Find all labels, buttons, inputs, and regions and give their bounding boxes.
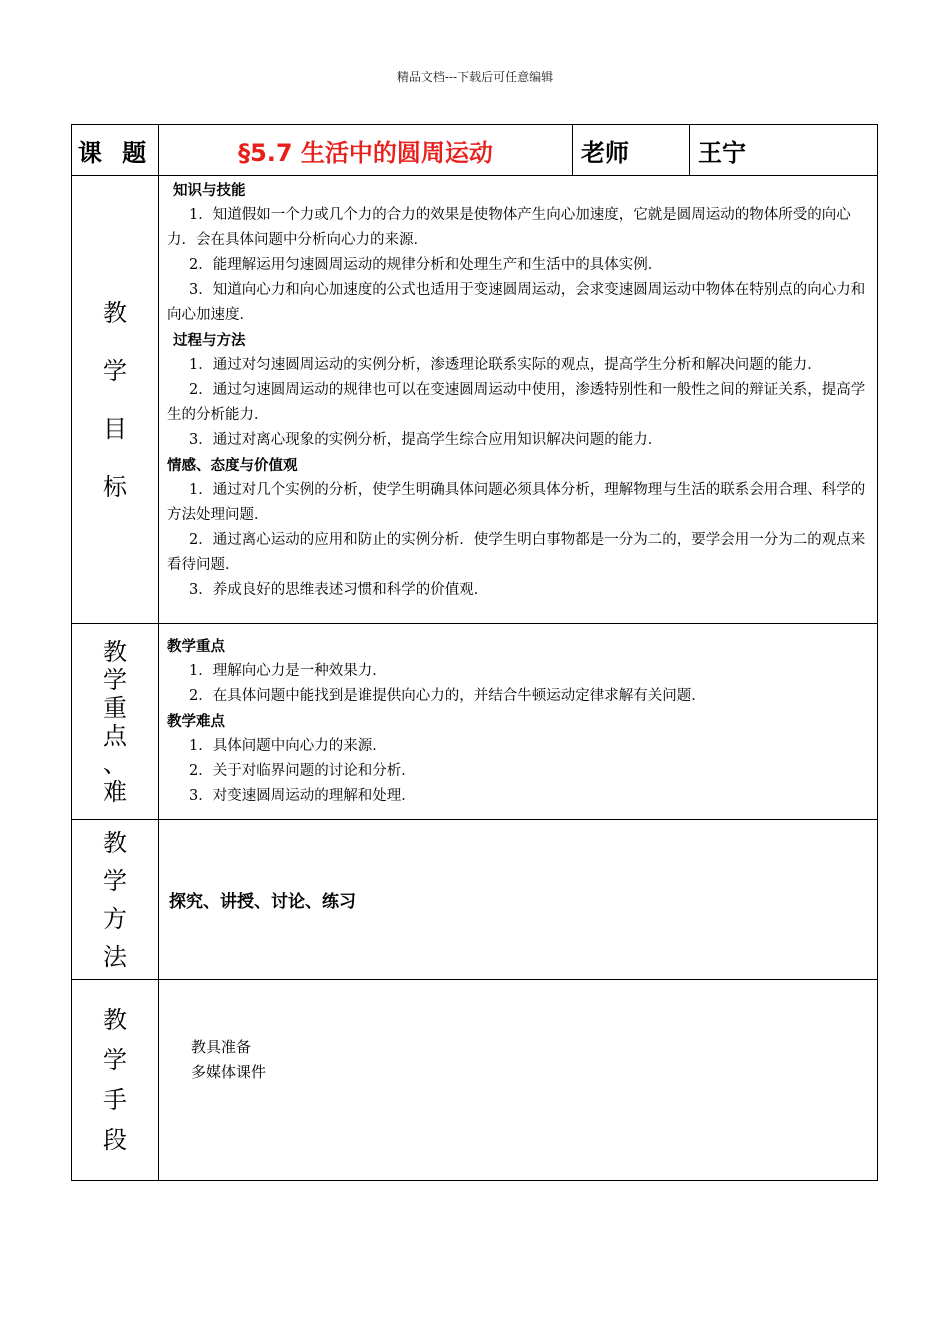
difficult-item: 2．关于对临界问题的讨论和分析． [189, 763, 416, 779]
key-points-label-char: 难 [103, 777, 127, 806]
process-heading: 过程与方法 [173, 332, 246, 349]
methods-row [72, 820, 878, 980]
means-label-char: 学 [103, 1046, 127, 1074]
objectives-label-char: 学 [103, 356, 127, 385]
methods-label-char: 教 [103, 828, 127, 857]
key-points-content [159, 624, 878, 820]
objectives-content [159, 176, 878, 624]
objectives-label [72, 176, 159, 624]
topic-title: §5.7 生活中的圆周运动 [159, 125, 573, 176]
header-note: 精品文档---下载后可任意编辑 [396, 70, 554, 84]
means-row [72, 980, 878, 1181]
means-heading: 教具准备 [191, 1038, 252, 1056]
emotion-item: 1．通过对几个实例的分析，使学生明确具体问题必须具体分析，理解物理与生活的联系会用合理、科学的方法处理问题． [167, 482, 866, 523]
objectives-label-char: 标 [103, 472, 127, 501]
means-label [72, 980, 159, 1181]
key-item: 2．在具体问题中能找到是谁提供向心力的，并结合牛顿运动定律求解有关问题． [189, 688, 706, 704]
emotion-item: 3．养成良好的思维表述习惯和科学的价值观． [189, 582, 489, 598]
process-item: 1．通过对匀速圆周运动的实例分析，渗透理论联系实际的观点，提高学生分析和解决问题的能力． [189, 357, 822, 373]
key-points-label [72, 624, 159, 820]
key-points-label-char: 教 [103, 637, 127, 666]
methods-label-char: 方 [103, 904, 127, 933]
difficult-heading: 教学难点 [167, 713, 225, 730]
emotion-item: 2．通过离心运动的应用和防止的实例分析．使学生明白事物都是一分为二的，要学会用一分为二的观点来看待问题． [167, 532, 866, 573]
process-item: 2．通过匀速圆周运动的规律也可以在变速圆周运动中使用，渗透特别性和一般性之间的辩证关系，提高学生的分析能力． [167, 382, 866, 423]
means-label-char: 段 [103, 1126, 127, 1154]
difficult-item: 3．对变速圆周运动的理解和处理． [189, 788, 416, 804]
lesson-plan-table [71, 124, 878, 1181]
topic-label: 课 题 [72, 125, 159, 176]
key-points-label-char: 点 [103, 721, 127, 750]
difficult-item: 1．具体问题中向心力的来源． [189, 738, 387, 754]
methods-label-char: 学 [103, 866, 127, 895]
methods-text: 探究、讲授、讨论、练习 [159, 820, 878, 980]
knowledge-item: 1．知道假如一个力或几个力的合力的效果是使物体产生向心加速度，它就是圆周运动的物体所受的向心力．会在具体问题中分析向心力的来源． [167, 207, 851, 248]
teacher-label: 老师 [573, 125, 690, 176]
emotion-heading: 情感、态度与价值观 [167, 457, 298, 474]
teacher-name: 王宁 [690, 125, 878, 176]
means-label-char: 手 [103, 1086, 127, 1114]
objectives-label-char: 教 [103, 298, 127, 327]
key-item: 1．理解向心力是一种效果力． [189, 663, 387, 679]
knowledge-item: 2．能理解运用匀速圆周运动的规律分析和处理生产和生活中的具体实例． [189, 257, 663, 273]
means-label-char: 教 [103, 1006, 127, 1034]
topic-row [72, 125, 878, 176]
key-points-label-char: 、 [103, 749, 127, 778]
methods-label-char: 法 [103, 942, 127, 971]
key-heading: 教学重点 [167, 638, 225, 655]
means-text: 多媒体课件 [191, 1063, 267, 1081]
key-points-row [72, 624, 878, 820]
means-content [159, 980, 878, 1181]
key-points-label-char: 学 [103, 665, 127, 694]
objectives-label-char: 目 [103, 414, 127, 443]
objectives-row [72, 176, 878, 624]
key-points-label-char: 重 [103, 693, 127, 722]
process-item: 3．通过对离心现象的实例分析，提高学生综合应用知识解决问题的能力． [189, 432, 663, 448]
knowledge-item: 3．知道向心力和向心加速度的公式也适用于变速圆周运动，会求变速圆周运动中物体在特别点的向心力和向心加速度． [167, 282, 866, 323]
methods-label [72, 820, 159, 980]
knowledge-heading: 知识与技能 [173, 182, 246, 199]
